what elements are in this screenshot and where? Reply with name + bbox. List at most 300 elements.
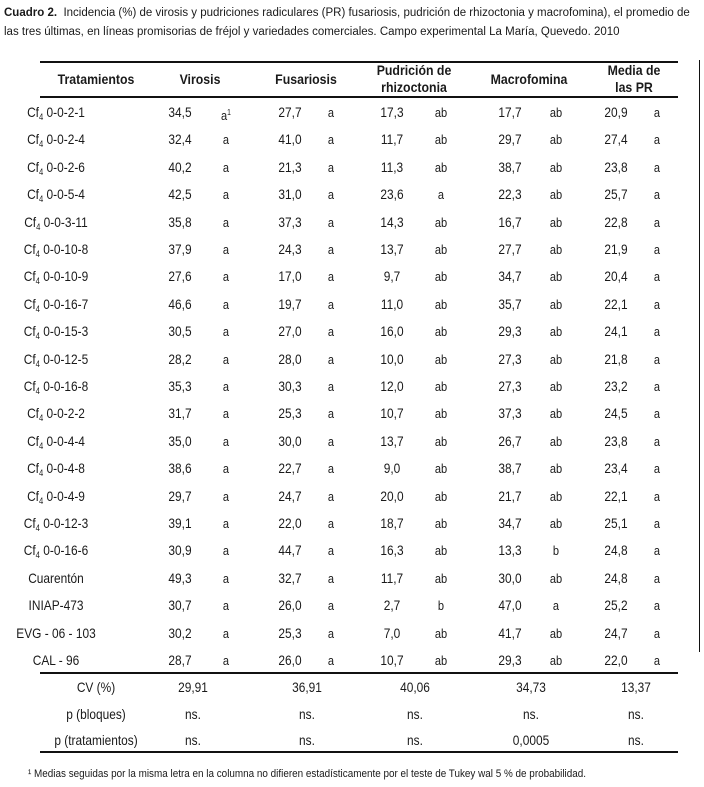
fus-letter bbox=[328, 99, 334, 126]
pud-letter bbox=[435, 291, 447, 318]
treatment-code: 0-0-3-11 bbox=[43, 213, 88, 230]
mac-letter bbox=[550, 99, 562, 126]
vir-letter-text: a bbox=[222, 598, 230, 614]
vir-letter-text: a bbox=[222, 242, 230, 257]
mac-stat: ns. bbox=[523, 705, 539, 722]
vir-stat: ns. bbox=[185, 705, 201, 722]
vir-value: 28,7 bbox=[168, 652, 192, 668]
fus-value: 26,0 bbox=[278, 652, 302, 668]
fus-letter-text: a bbox=[327, 269, 335, 285]
treatment-code: 0-0-12-5 bbox=[43, 350, 89, 367]
med-letter bbox=[654, 318, 660, 345]
mac-value: 29,7 bbox=[498, 131, 522, 148]
treatment-subscript: 4 bbox=[35, 303, 40, 314]
med-letter bbox=[654, 455, 660, 482]
fus-letter bbox=[328, 592, 334, 619]
vir-letter bbox=[223, 592, 229, 619]
med-letter-text: a bbox=[653, 461, 661, 477]
treatment-code: 0-0-4-4 bbox=[46, 432, 85, 449]
treatment-subscript: 4 bbox=[35, 331, 40, 342]
fus-letter-text: a bbox=[327, 406, 335, 422]
treatment-prefix: Cf bbox=[23, 241, 36, 257]
pud-letter bbox=[435, 236, 447, 263]
fus-stat: ns. bbox=[299, 705, 315, 722]
fus-letter bbox=[328, 373, 334, 400]
med-letter bbox=[654, 510, 660, 537]
vir-value: 38,6 bbox=[168, 460, 192, 477]
fus-value: 37,3 bbox=[278, 213, 302, 230]
mac-letter-text: b bbox=[552, 543, 560, 559]
med-letter-text: a bbox=[653, 598, 661, 614]
mac-letter-text: a bbox=[552, 598, 560, 614]
fus-letter-text: a bbox=[327, 105, 335, 120]
med-letter bbox=[654, 483, 660, 510]
fus-letter-text: a bbox=[327, 187, 335, 203]
pud-letter bbox=[435, 455, 447, 482]
pud-stat: 40,06 bbox=[400, 679, 430, 695]
treatment-name bbox=[16, 620, 95, 647]
pud-value: 16,3 bbox=[380, 542, 404, 559]
vir-letter bbox=[223, 154, 229, 181]
med-stat: 13,37 bbox=[621, 679, 651, 695]
treatment-prefix: Cf bbox=[23, 295, 36, 312]
fus-letter-text: a bbox=[327, 214, 335, 230]
mac-value: 30,0 bbox=[498, 569, 522, 586]
mac-letter bbox=[550, 647, 562, 674]
fus-letter bbox=[328, 510, 334, 537]
pud-value: 2,7 bbox=[383, 597, 401, 614]
treatment-code: 0-0-2-1 bbox=[46, 104, 85, 120]
treatment-code: 0-0-4-9 bbox=[46, 487, 85, 504]
mac-letter bbox=[553, 592, 559, 619]
fus-letter-text: a bbox=[327, 433, 335, 449]
med-letter-text: a bbox=[653, 159, 661, 175]
pud-stat: ns. bbox=[407, 705, 423, 722]
header-pudricion-line2: rhizoctonia bbox=[381, 79, 447, 95]
fus-letter-text: a bbox=[327, 324, 335, 340]
pud-value: 9,0 bbox=[383, 460, 401, 477]
vir-letter bbox=[223, 181, 229, 208]
header-media bbox=[608, 62, 661, 96]
pud-letter-text: ab bbox=[434, 543, 448, 559]
med-letter-text: a bbox=[653, 242, 661, 257]
vir-letter-text: a bbox=[222, 543, 230, 559]
med-value: 25,1 bbox=[604, 515, 628, 531]
mac-letter-text: ab bbox=[549, 406, 563, 422]
table-row bbox=[32, 647, 678, 674]
vir-letter bbox=[223, 291, 229, 318]
fus-value: 30,0 bbox=[278, 432, 302, 449]
med-letter-text: a bbox=[653, 625, 661, 641]
med-letter bbox=[654, 236, 660, 263]
pud-letter-text: ab bbox=[434, 570, 448, 586]
pud-value: 11,3 bbox=[380, 158, 404, 175]
treatment-subscript: 4 bbox=[38, 139, 44, 150]
fus-letter-text: a bbox=[327, 159, 335, 175]
table-row bbox=[27, 99, 678, 126]
pud-letter-text: ab bbox=[434, 132, 448, 148]
pud-letter bbox=[435, 346, 447, 373]
mac-value: 27,7 bbox=[498, 241, 522, 257]
vir-letter bbox=[223, 428, 229, 455]
pud-letter-text: ab bbox=[434, 296, 448, 312]
pud-letter bbox=[435, 126, 447, 153]
med-letter bbox=[654, 620, 660, 647]
med-value: 22,1 bbox=[604, 487, 628, 504]
vir-value: 35,8 bbox=[168, 213, 192, 230]
mac-stat: 34,73 bbox=[516, 679, 546, 695]
fus-stat: ns. bbox=[299, 732, 315, 748]
med-value: 21,8 bbox=[604, 350, 628, 367]
fus-letter bbox=[328, 181, 334, 208]
treatment-subscript: 4 bbox=[38, 112, 44, 122]
pud-letter-text: ab bbox=[434, 516, 448, 531]
treatment-subscript: 4 bbox=[38, 413, 44, 424]
vir-letter-text: a bbox=[222, 187, 230, 203]
vir-letter-text: a bbox=[222, 406, 230, 422]
mac-letter bbox=[550, 181, 562, 208]
mac-letter-text: ab bbox=[549, 132, 563, 148]
table-bottom-rule bbox=[40, 751, 678, 753]
vir-stat: 29,91 bbox=[178, 679, 208, 695]
vir-letter bbox=[223, 537, 229, 564]
fus-value: 28,0 bbox=[278, 350, 302, 367]
med-value: 23,8 bbox=[604, 158, 628, 175]
mac-letter bbox=[550, 565, 562, 592]
header-bottom-rule bbox=[40, 96, 678, 98]
pud-letter-text: ab bbox=[434, 351, 448, 367]
pud-letter bbox=[435, 647, 447, 674]
pud-stat: ns. bbox=[407, 732, 423, 748]
mac-value: 27,3 bbox=[498, 378, 522, 394]
table-row bbox=[27, 126, 678, 153]
pud-letter bbox=[435, 318, 447, 345]
treatment-prefix: Cf bbox=[23, 515, 36, 531]
vir-letter-text: a bbox=[222, 461, 230, 477]
mac-letter bbox=[550, 428, 562, 455]
med-value: 23,4 bbox=[604, 460, 628, 477]
med-letter bbox=[654, 263, 660, 290]
mac-value: 41,7 bbox=[498, 624, 522, 641]
med-letter bbox=[654, 346, 660, 373]
mac-value: 35,7 bbox=[498, 295, 522, 312]
mac-value: 26,7 bbox=[498, 432, 522, 449]
med-letter bbox=[654, 126, 660, 153]
vir-letter-text: a bbox=[222, 159, 230, 175]
vir-value: 31,7 bbox=[168, 405, 192, 422]
treatment-code: 0-0-2-4 bbox=[46, 131, 85, 148]
fus-letter bbox=[328, 483, 334, 510]
vir-letter bbox=[223, 510, 229, 537]
med-stat: ns. bbox=[628, 705, 644, 722]
med-letter-text: a bbox=[653, 433, 661, 449]
pud-letter-text: ab bbox=[434, 433, 448, 449]
treatment-subscript: 4 bbox=[35, 276, 40, 287]
mac-value: 34,7 bbox=[498, 515, 522, 531]
stat-label: p (bloques) bbox=[66, 705, 126, 722]
mac-letter bbox=[550, 510, 562, 537]
med-letter-text: a bbox=[653, 379, 661, 394]
treatment-prefix: Cf bbox=[27, 158, 39, 175]
med-stat: ns. bbox=[628, 732, 644, 748]
med-letter-text: a bbox=[653, 570, 661, 586]
table-row bbox=[23, 291, 678, 318]
treatment-subscript: 4 bbox=[35, 249, 40, 259]
table-row bbox=[27, 154, 678, 181]
treatment-prefix: Cf bbox=[23, 268, 36, 285]
vir-letter-text: a bbox=[222, 433, 230, 449]
mac-letter-text: ab bbox=[549, 351, 563, 367]
treatment-subscript: 4 bbox=[36, 221, 41, 232]
fus-letter-text: a bbox=[327, 379, 335, 394]
vir-letter bbox=[223, 483, 229, 510]
med-letter-text: a bbox=[653, 214, 661, 230]
vir-stat: ns. bbox=[185, 732, 201, 748]
vir-letter-text: a bbox=[222, 653, 230, 668]
fus-letter bbox=[328, 455, 334, 482]
mac-letter-text: ab bbox=[549, 461, 563, 477]
table-row bbox=[28, 592, 678, 619]
pud-value: 23,6 bbox=[380, 186, 404, 203]
pud-value: 16,0 bbox=[380, 323, 404, 340]
table-row bbox=[16, 620, 678, 647]
mac-letter bbox=[550, 373, 562, 400]
med-value: 27,4 bbox=[604, 131, 628, 148]
mac-letter-text: ab bbox=[549, 242, 563, 257]
pud-letter bbox=[435, 400, 447, 427]
vir-letter-text: a bbox=[222, 132, 230, 148]
vir-letter-text: a bbox=[222, 570, 230, 586]
vir-letter-text: a bbox=[222, 488, 230, 504]
pud-letter bbox=[435, 209, 447, 236]
vir-letter bbox=[223, 647, 229, 674]
stats-row bbox=[40, 701, 678, 728]
pud-value: 13,7 bbox=[380, 241, 404, 257]
vir-letter-text: a bbox=[222, 269, 230, 285]
med-value: 24,7 bbox=[604, 624, 628, 641]
pud-letter-text: ab bbox=[434, 488, 448, 504]
mac-letter-text: ab bbox=[549, 187, 563, 203]
vir-letter bbox=[223, 373, 229, 400]
table-row bbox=[27, 428, 678, 455]
fus-letter bbox=[328, 291, 334, 318]
pud-letter bbox=[435, 99, 447, 126]
mac-letter bbox=[550, 455, 562, 482]
med-letter bbox=[654, 154, 660, 181]
mac-letter bbox=[550, 291, 562, 318]
pud-letter bbox=[435, 428, 447, 455]
treatment-subscript: 4 bbox=[38, 194, 44, 205]
table-row bbox=[27, 455, 678, 482]
pud-value: 7,0 bbox=[383, 624, 401, 641]
pud-letter-text: ab bbox=[434, 159, 448, 175]
treatment-prefix: Cf bbox=[23, 323, 36, 340]
fus-value: 31,0 bbox=[278, 186, 302, 203]
vir-value: 46,6 bbox=[168, 295, 192, 312]
treatment-prefix: Cf bbox=[24, 213, 37, 230]
stat-label: p (tratamientos) bbox=[54, 732, 138, 748]
header-media-line2: las PR bbox=[615, 79, 653, 95]
mac-letter bbox=[550, 346, 562, 373]
caption-text: Incidencia (%) de virosis y pudriciones radiculares (PR) fusariosis, pudrición de rhizoctonia y macrofomina), el promedio de las tres últimas, en líneas promisorias de fréjol y variedades comerciales. Campo experimental La María, Quevedo. 2010 bbox=[4, 7, 690, 38]
page-edge-rule bbox=[699, 60, 700, 652]
med-letter bbox=[654, 373, 660, 400]
treatment-prefix: Cf bbox=[27, 460, 39, 477]
treatment-subscript: 4 bbox=[35, 523, 40, 533]
vir-value: 30,7 bbox=[168, 597, 192, 614]
fus-value: 44,7 bbox=[278, 542, 302, 559]
fus-value: 26,0 bbox=[278, 597, 302, 614]
pud-letter bbox=[435, 483, 447, 510]
table-row bbox=[23, 346, 678, 373]
vir-letter bbox=[223, 263, 229, 290]
pud-letter bbox=[435, 565, 447, 592]
mac-letter-text: ab bbox=[549, 214, 563, 230]
header-pudricion bbox=[377, 62, 452, 96]
treatment-prefix: Cf bbox=[23, 350, 36, 367]
vir-letter-text: a bbox=[222, 625, 230, 641]
pud-letter bbox=[435, 373, 447, 400]
vir-value: 30,2 bbox=[168, 624, 192, 641]
med-letter bbox=[654, 209, 660, 236]
pud-value: 10,0 bbox=[380, 350, 404, 367]
treatment-code: 0-0-16-7 bbox=[43, 295, 89, 312]
table-row bbox=[27, 181, 678, 208]
pud-value: 10,7 bbox=[380, 405, 404, 422]
fus-value: 22,0 bbox=[278, 515, 302, 531]
mac-value: 47,0 bbox=[498, 597, 522, 614]
fus-value: 25,3 bbox=[278, 624, 302, 641]
med-value: 22,0 bbox=[604, 652, 628, 668]
mac-value: 34,7 bbox=[498, 268, 522, 285]
vir-value: 35,3 bbox=[168, 378, 192, 394]
treatment-code: 0-0-10-9 bbox=[43, 268, 89, 285]
fus-letter bbox=[328, 428, 334, 455]
table-row bbox=[23, 373, 678, 400]
treatment-subscript: 4 bbox=[35, 550, 40, 561]
treatment-code: 0-0-4-8 bbox=[46, 460, 85, 477]
med-value: 20,4 bbox=[604, 268, 628, 285]
mac-value: 38,7 bbox=[498, 158, 522, 175]
pud-letter bbox=[435, 154, 447, 181]
pud-letter-text: ab bbox=[434, 214, 448, 230]
fus-value: 41,0 bbox=[278, 131, 302, 148]
treatment-code: INIAP-473 bbox=[28, 597, 84, 614]
med-letter bbox=[654, 537, 660, 564]
med-value: 22,8 bbox=[604, 213, 628, 230]
mac-value: 29,3 bbox=[498, 323, 522, 340]
vir-letter-text: a bbox=[222, 379, 230, 394]
med-letter bbox=[654, 428, 660, 455]
mac-value: 17,7 bbox=[498, 104, 522, 120]
med-letter-text: a bbox=[653, 543, 661, 559]
med-letter bbox=[654, 99, 660, 126]
pud-letter bbox=[435, 537, 447, 564]
treatment-prefix: Cf bbox=[27, 432, 39, 449]
stats-row bbox=[40, 727, 678, 754]
pud-letter-text: ab bbox=[434, 324, 448, 340]
med-value: 24,8 bbox=[604, 569, 628, 586]
treatment-code: 0-0-12-3 bbox=[43, 515, 89, 531]
fus-value: 19,7 bbox=[278, 295, 302, 312]
header-virosis: Virosis bbox=[179, 71, 221, 87]
med-letter-text: a bbox=[653, 653, 661, 668]
caption-label: Cuadro 2. bbox=[4, 7, 58, 19]
treatment-code: 0-0-5-4 bbox=[46, 186, 85, 203]
treatment-subscript: 4 bbox=[35, 386, 40, 396]
table-row bbox=[28, 565, 678, 592]
treatment-prefix: Cf bbox=[27, 186, 39, 203]
fus-letter bbox=[328, 126, 334, 153]
header-fusariosis: Fusariosis bbox=[275, 71, 337, 87]
pud-value: 17,3 bbox=[380, 104, 404, 120]
treatment-name bbox=[33, 647, 80, 674]
pud-value: 9,7 bbox=[383, 268, 401, 285]
vir-value: 30,9 bbox=[168, 542, 192, 559]
med-value: 25,7 bbox=[604, 186, 628, 203]
fus-value: 22,7 bbox=[278, 460, 302, 477]
footnote: ¹ Medias seguidas por la misma letra en la columna no difieren estadísticamente por el teste de Tukey wal 5 % de probabilidad. bbox=[28, 768, 587, 780]
fus-letter-text: a bbox=[327, 132, 335, 148]
treatment-code: EVG - 06 - 103 bbox=[16, 624, 96, 641]
vir-value: 35,0 bbox=[168, 432, 192, 449]
vir-value: 49,3 bbox=[168, 569, 192, 586]
mac-letter-text: ab bbox=[549, 379, 563, 394]
fus-letter-text: a bbox=[327, 653, 335, 668]
med-letter-text: a bbox=[653, 296, 661, 312]
med-letter-text: a bbox=[653, 406, 661, 422]
fus-letter bbox=[328, 565, 334, 592]
pud-letter-text: ab bbox=[434, 625, 448, 641]
stats-row bbox=[40, 674, 678, 701]
fus-value: 30,3 bbox=[278, 378, 302, 394]
mac-letter bbox=[553, 537, 559, 564]
pud-letter bbox=[435, 263, 447, 290]
treatment-code: 0-0-10-8 bbox=[43, 241, 89, 257]
pud-letter bbox=[438, 181, 444, 208]
med-letter-text: a bbox=[653, 187, 661, 203]
vir-value: 40,2 bbox=[168, 158, 192, 175]
pud-value: 20,0 bbox=[380, 487, 404, 504]
vir-value: 27,6 bbox=[168, 268, 192, 285]
mac-letter bbox=[550, 318, 562, 345]
med-letter bbox=[654, 181, 660, 208]
table-row bbox=[23, 537, 678, 564]
treatment-subscript: 4 bbox=[38, 440, 44, 451]
fus-value: 27,7 bbox=[278, 104, 302, 120]
vir-letter bbox=[223, 565, 229, 592]
treatment-code: CAL - 96 bbox=[32, 652, 80, 668]
med-value: 23,2 bbox=[604, 378, 628, 394]
pud-value: 12,0 bbox=[380, 378, 404, 394]
mac-letter-text: ab bbox=[549, 296, 563, 312]
mac-letter bbox=[550, 154, 562, 181]
med-value: 24,5 bbox=[604, 405, 628, 422]
treatment-prefix: Cf bbox=[23, 542, 36, 559]
vir-value: 29,7 bbox=[168, 487, 192, 504]
table-row bbox=[24, 209, 678, 236]
vir-value: 42,5 bbox=[168, 186, 192, 203]
med-letter bbox=[654, 647, 660, 674]
mac-letter bbox=[550, 620, 562, 647]
mac-letter-text: ab bbox=[549, 625, 563, 641]
med-letter-text: a bbox=[653, 132, 661, 148]
vir-letter-text: a bbox=[222, 324, 230, 340]
fus-value: 21,3 bbox=[278, 158, 302, 175]
mac-value: 16,7 bbox=[498, 213, 522, 230]
fus-letter-text: a bbox=[327, 516, 335, 531]
treatment-code: 0-0-2-6 bbox=[46, 158, 85, 175]
